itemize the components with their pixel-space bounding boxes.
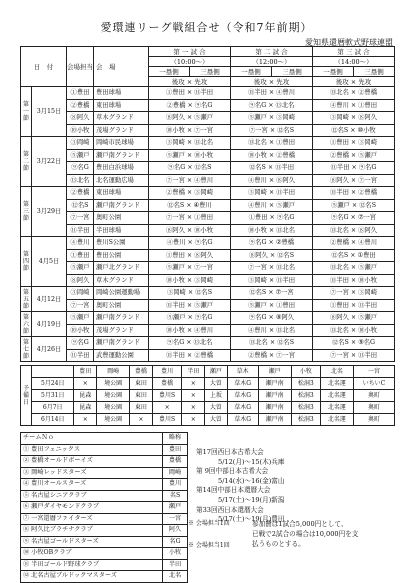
reserve-cell: 松洞3 <box>291 402 320 414</box>
reserve-cell: 大曽 <box>205 378 228 390</box>
reserve-cell: 瀬戸南 <box>258 402 291 414</box>
reserve-cell: 北名運 <box>320 402 353 414</box>
team-name: ⑩ 小牧OBクラブ <box>21 548 163 560</box>
reserve-cell: 大曽 <box>205 402 228 414</box>
venue-rep: ⑤瀬戸 <box>67 262 94 275</box>
game-pairing: ⑦一宮 × ④豊川 <box>149 174 231 187</box>
header-order: 後攻 × 先攻 <box>313 77 395 87</box>
venue-rep: ④豊川 <box>67 237 94 250</box>
game-pairing: ⑬北名 × ⑫名S <box>231 337 313 350</box>
fee-line: 已戦で2試合の場合は10,000円を支 <box>252 530 359 538</box>
game-pairing: ⑫名S × ⑩小牧 <box>313 124 395 137</box>
game-pairing: ⑬北名 × ⑩小牧 <box>313 324 395 337</box>
fee-note <box>252 519 358 549</box>
reserve-cell: 北名運 <box>320 378 353 390</box>
game-pairing: ④豊川 × ⑬北名 <box>231 324 313 337</box>
game-pairing: ⑨名G × ⑧阿久 <box>231 312 313 325</box>
team-abbr: 半田 <box>163 559 188 571</box>
week-label: 第三節 <box>21 187 32 237</box>
game-pairing: ⑦一宮 × ⑪半田 <box>313 349 395 362</box>
match-date: 3月22日 <box>32 137 67 187</box>
venue-rep: ②豊橋 <box>67 99 94 112</box>
reserve-cell: 東田 <box>130 390 153 402</box>
team-header: チームＮｏ <box>21 433 163 445</box>
game-pairing: ①豊田 × ⑨名G <box>231 212 313 225</box>
game-pairing: ③岡崎 × ⑫名S <box>149 287 231 300</box>
header-third-side: 三塁側 <box>354 67 395 77</box>
venue-name: 岡崎公園運動場 <box>94 287 149 300</box>
reserve-cell: 草木G <box>227 402 258 414</box>
venue-rep: ③岡崎 <box>67 137 94 150</box>
page-title: 愛環連リーグ戦組合せ（令和7年前期） <box>100 21 313 34</box>
game-pairing: ⑩小牧 × ⑦一宮 <box>149 124 231 137</box>
game-pairing: ⑪半田 × ④豊川 <box>231 87 313 100</box>
reserve-cell: 奥町 <box>353 402 394 414</box>
game-pairing: ④豊川 × ⑤瀬戸 <box>231 199 313 212</box>
reserve-cell: 奥町 <box>353 414 394 426</box>
header-order: 後攻 × 先攻 <box>231 77 313 87</box>
game-pairing: ⑩小牧 × ④豊川 <box>149 324 231 337</box>
game-pairing: ⑩小牧 × ⑬北名 <box>231 224 313 237</box>
reserve-cell: 上坂 <box>205 390 228 402</box>
header-first-side: 一塁側 <box>313 67 354 77</box>
reserve-cell: × <box>182 402 205 414</box>
header-time-1: （10:00～） <box>149 57 231 67</box>
match-date: 3月29日 <box>32 187 67 237</box>
team-abbr: 岡崎 <box>163 467 188 479</box>
header-first-side: 一塁側 <box>149 67 190 77</box>
reserve-header-cell: 瀬戸 <box>258 366 291 378</box>
reserve-header-cell: 豊橋 <box>130 366 153 378</box>
header-game-2: 第 二 試 合 <box>231 47 313 57</box>
header-time-3: （14:00～） <box>313 57 395 67</box>
game-pairing: ⑧阿久 × ⑦一宮 <box>313 174 395 187</box>
reserve-cell: 豊川S <box>152 414 182 426</box>
game-pairing: ⑫名S × ④豊川 <box>149 199 231 212</box>
venue-name: 東田球場 <box>94 187 149 200</box>
game-pairing: ⑦一宮 × ③岡崎 <box>313 287 395 300</box>
match-date: 3月15日 <box>32 87 67 137</box>
game-pairing: ⑤瀬戸 × ①豊田 <box>231 299 313 312</box>
header-third-side: 三塁側 <box>190 67 231 77</box>
venue-rep: ⑩小牧 <box>67 124 94 137</box>
game-pairing: ⑤瀬戸 × ⑩小牧 <box>149 149 231 162</box>
reserve-cell: 草木G <box>227 390 258 402</box>
tournament-date: 5/12(月)～15(木)兵庫 <box>218 457 285 466</box>
fee-line: 参加費は1試合5,000円として、 <box>252 520 348 528</box>
venue-name: 豊川S公園 <box>94 237 149 250</box>
game-pairing: ②豊橋 × ③岡崎 <box>149 187 231 200</box>
game-pairing: ⑫名S × ①豊田 <box>313 249 395 262</box>
venue-name: 瀬戸南グランド <box>94 199 149 212</box>
team-abbr: 豊川 <box>163 479 188 491</box>
game-pairing: ⑨名G × ⑬北名 <box>149 337 231 350</box>
game-pairing: ⑪半田 × ⑤瀬戸 <box>149 299 231 312</box>
game-pairing: ①豊田 × ⑧阿久 <box>149 249 231 262</box>
venue-name: 草木グランド <box>94 112 149 125</box>
team-abbr: 豊橋 <box>163 456 188 468</box>
reserve-cell: 境公園 <box>97 378 130 390</box>
team-name: ⑧ 阿久比ブラチナクラブ <box>21 525 163 537</box>
match-date: 4月5日 <box>32 237 67 287</box>
reserve-cell: 6月7日 <box>32 402 74 414</box>
reserve-cell: 北名運 <box>320 390 353 402</box>
venue-name: 豊田白浜球場 <box>94 162 149 175</box>
game-pairing: ⑤瀬戸 × ⑨名G <box>149 312 231 325</box>
team-abbr: 一宮 <box>163 513 188 525</box>
header-game-3: 第 三 試 合 <box>313 47 395 57</box>
reserve-header-cell: 半田 <box>182 366 205 378</box>
reserve-cell: 瀬戸南 <box>258 390 291 402</box>
abbr-header: 略称 <box>163 433 188 445</box>
team-abbr: 豊田 <box>163 444 188 456</box>
venue-name: 茂場グランド <box>94 124 149 137</box>
venue-rep: ⑧阿久 <box>67 112 94 125</box>
reserve-header-cell: 岡崎 <box>97 366 130 378</box>
tournament-name: 第 9回中部日本古希大会 <box>196 467 269 476</box>
reserve-cell: 豊川S <box>152 390 182 402</box>
reserve-cell: × <box>74 414 97 426</box>
venue-rep: ⑧阿久 <box>67 274 94 287</box>
game-pairing: ⑧阿久 × ⑫名S <box>231 249 313 262</box>
venue-name: 瀬戸南グランド <box>94 312 149 325</box>
header-time-2: （12:00～） <box>231 57 313 67</box>
team-name: ① 豊田フェニックス <box>21 444 163 456</box>
reserve-header-cell: 草木 <box>227 366 258 378</box>
venue-rep: ③岡崎 <box>67 287 94 300</box>
reserve-header-cell: 北名 <box>320 366 353 378</box>
venue-rep: ⑦一宮 <box>67 299 94 312</box>
team-abbr: 名S <box>163 490 188 502</box>
game-pairing: ⑧阿久 × ⑩小牧 <box>149 224 231 237</box>
team-name: ③ 岡崎レッドスターズ <box>21 467 163 479</box>
reserve-cell: × <box>152 402 182 414</box>
game-pairing: ⑧阿久 × ⑤瀬戸 <box>149 112 231 125</box>
game-pairing: ⑪半田 × ⑩小牧 <box>313 274 395 287</box>
reserve-cell: 境公園 <box>97 390 130 402</box>
game-pairing: ⑪半田 × ②豊橋 <box>149 349 231 362</box>
week-label: 第七節 <box>21 337 32 362</box>
venue-rep: ⑪半田 <box>67 224 94 237</box>
game-pairing: ⑤瀬戸 × ③岡崎 <box>231 112 313 125</box>
team-name: ⑨ 名古屋ゴールドスターズ <box>21 536 163 548</box>
venue-rep: ①豊田 <box>67 87 94 100</box>
tournament-name: 第33回西日本還暦大会 <box>196 505 264 514</box>
venue-name: 武豊運動公園 <box>94 349 149 362</box>
reserve-cell: 6月14日 <box>32 414 74 426</box>
reserve-cell: × <box>74 378 97 390</box>
game-pairing: ⑫名S × ⑦一宮 <box>231 287 313 300</box>
reserve-header-cell: 瀬戸 <box>205 366 228 378</box>
game-pairing: ⑤瀬戸 × ⑦一宮 <box>149 262 231 275</box>
game-pairing: ⑬北名 × ②豊橋 <box>313 87 395 100</box>
organization-name: 愛知県還暦軟式野球連盟 <box>305 38 393 47</box>
venue-rep: ⑩小牧 <box>67 324 94 337</box>
game-pairing: ⑨名G × ⑫名S <box>149 162 231 175</box>
reserve-cell: 東田 <box>130 402 153 414</box>
venue-name: 茂場グランド <box>94 324 149 337</box>
reserve-day-table <box>20 365 395 426</box>
reserve-cell: 境公園 <box>97 402 130 414</box>
game-pairing: ②豊橋 × ⑤瀬戸 <box>313 149 395 162</box>
tournament-name: 第17回西日本古希大会 <box>196 448 264 456</box>
note-1: ※ 会場担当1回 <box>188 520 230 527</box>
game-pairing: ⑨名G × ⑬北名 <box>231 99 313 112</box>
tournament-date: 5/14(水)～16(金)富山 <box>218 476 285 485</box>
game-pairing: ⑩小牧 × ②豊橋 <box>231 149 313 162</box>
venue-name: 奥町公園 <box>94 299 149 312</box>
venue-name: 瀬戸南グランド <box>94 149 149 162</box>
game-pairing: ②豊橋 × ⑦一宮 <box>231 349 313 362</box>
reserve-cell: 松洞3 <box>291 390 320 402</box>
reserve-cell: × <box>182 390 205 402</box>
tournament-list <box>196 448 284 525</box>
venue-name: 瀬戸南グランド <box>94 337 149 350</box>
tournament-date: 5/17(土)～19(月)新潟 <box>218 495 285 504</box>
header-rep: 会場担当 <box>67 47 94 87</box>
team-name: ④ 豊川オールスターズ <box>21 479 163 491</box>
game-pairing: ⑨名G × ⑦一宮 <box>313 212 395 225</box>
game-pairing: ⑫名S × ⑪半田 <box>231 162 313 175</box>
game-pairing: ⑦一宮 × ①豊田 <box>149 212 231 225</box>
game-pairing: ⑬北名 × ①豊田 <box>231 137 313 150</box>
venue-rep: ⑨名G <box>67 337 94 350</box>
team-name: ⑪ 半田ゴールド野球クラブ <box>21 559 163 571</box>
header-venue: 会 場 <box>94 47 149 87</box>
reserve-cell: 5月31日 <box>32 390 74 402</box>
reserve-cell: 瀬戸南 <box>258 414 291 426</box>
team-name: ⑥ 瀬戸ダイヤモンドクラブ <box>21 502 163 514</box>
game-pairing: ⑬北名 × ⑧阿久 <box>313 224 395 237</box>
reserve-cell: 昆森 <box>74 390 97 402</box>
game-pairing: ②豊橋 × ④豊川 <box>313 237 395 250</box>
reserve-header-cell: 一宮 <box>353 366 394 378</box>
team-name: ② 豊橋オールドボーイズ <box>21 456 163 468</box>
venue-rep: ⑨名G <box>67 162 94 175</box>
reserve-cell: × <box>130 414 153 426</box>
game-pairing: ④豊川 × ⑨名G <box>149 237 231 250</box>
reserve-cell: 5月24日 <box>32 378 74 390</box>
game-pairing: ①豊田 × ⑪半田 <box>149 87 231 100</box>
reserve-cell: 奥町 <box>353 390 394 402</box>
reserve-cell: × <box>182 414 205 426</box>
reserve-header-cell <box>32 366 74 378</box>
reserve-cell: 豊橋 <box>152 378 182 390</box>
fee-line: 払うものとする。 <box>252 540 305 548</box>
reserve-cell: いちいC <box>353 378 394 390</box>
venue-name: 奥町公園 <box>94 212 149 225</box>
week-label: 第六節 <box>21 312 32 337</box>
game-pairing: ④豊川 × ⑧阿久 <box>231 174 313 187</box>
venue-name: 草木グランド <box>94 274 149 287</box>
game-pairing: ⑩小牧 × ③岡崎 <box>149 274 231 287</box>
game-pairing: ⑨名G × ②豊橋 <box>231 237 313 250</box>
week-label: 第一節 <box>21 87 32 137</box>
week-label: 第五節 <box>21 287 32 312</box>
reserve-label: 予備日 <box>21 366 32 426</box>
reserve-cell: 昆森 <box>74 402 97 414</box>
reserve-cell: 境公園 <box>97 414 130 426</box>
header-third-side: 三塁側 <box>272 67 313 77</box>
venue-name: 東田球場 <box>94 99 149 112</box>
game-pairing: ②豊橋 × ⑨名G <box>149 99 231 112</box>
game-pairing: ③岡崎 × ⑧阿久 <box>313 112 395 125</box>
venue-name: 岡崎市民球場 <box>94 137 149 150</box>
game-pairing: ⑦一宮 × ⑫名S <box>231 124 313 137</box>
game-pairing: ⑪半田 × ⑨名G <box>313 162 395 175</box>
note-2: ※ 会場担当1回 <box>188 542 230 549</box>
game-pairing: ⑤瀬戸 × ⑫名S <box>313 199 395 212</box>
team-abbr: 名G <box>163 536 188 548</box>
game-pairing: ①豊田 × ⑪半田 <box>313 299 395 312</box>
venue-name: 豊田球場 <box>94 87 149 100</box>
team-list-table <box>20 432 188 583</box>
reserve-header-cell: 豊川 <box>152 366 182 378</box>
game-pairing: ⑬北名 × ⑤瀬戸 <box>313 262 395 275</box>
schedule-table <box>20 46 395 362</box>
tournament-name: 第14回中部日本還暦大会 <box>196 486 271 495</box>
week-label: 第四節 <box>21 237 32 287</box>
venue-rep: ①豊田 <box>67 249 94 262</box>
reserve-cell: × <box>182 378 205 390</box>
venue-rep: ⑫名S <box>67 199 94 212</box>
venue-name: 半田球場 <box>94 224 149 237</box>
game-pairing: ③岡崎 × ⑬北名 <box>149 137 231 150</box>
game-pairing: ⑧阿久 × ⑤瀬戸 <box>313 312 395 325</box>
team-name: ⑦ 一宮還暦ファイターズ <box>21 513 163 525</box>
venue-name: 豊田公園 <box>94 249 149 262</box>
week-label: 第二節 <box>21 137 32 187</box>
match-date: 4月12日 <box>32 287 67 312</box>
match-date: 4月19日 <box>32 312 67 337</box>
game-pairing: ④豊川 × ①豊田 <box>313 99 395 112</box>
reserve-cell: 大曽 <box>205 414 228 426</box>
game-pairing: ③岡崎 × ⑪半田 <box>231 187 313 200</box>
team-name: ⑫ 北名古屋ブルドックマスターズ <box>21 571 163 583</box>
header-game-1: 第 一 試 合 <box>149 47 231 57</box>
team-abbr: 阿久 <box>163 525 188 537</box>
venue-rep: ⑤瀬戸 <box>67 312 94 325</box>
venue-rep: ⑪半田 <box>67 349 94 362</box>
reserve-header-cell: 豊田 <box>74 366 97 378</box>
header-date: 日 付 <box>21 47 67 87</box>
game-pairing: ⑦一宮 × ⑬北名 <box>231 262 313 275</box>
venue-rep: ⑬北名 <box>67 174 94 187</box>
team-abbr: 瀬戸 <box>163 502 188 514</box>
team-abbr: 北名 <box>163 571 188 583</box>
game-pairing: ⑫名S × ⑨名G <box>313 337 395 350</box>
game-pairing: ⑪半田 × ②豊橋 <box>313 187 395 200</box>
team-abbr: 小牧 <box>163 548 188 560</box>
venue-name: 瀬戸北グランド <box>94 262 149 275</box>
match-date: 4月26日 <box>32 337 67 362</box>
reserve-cell: 北名運 <box>320 414 353 426</box>
reserve-cell: 瀬戸南 <box>258 378 291 390</box>
venue-rep: ⑤瀬戸 <box>67 149 94 162</box>
team-name: ⑤ 名古屋シニアクラブ <box>21 490 163 502</box>
reserve-cell: 草木G <box>227 414 258 426</box>
tournament-date: 5/17(土)～19(月)豊田 <box>218 515 285 524</box>
reserve-header-cell: 小牧 <box>291 366 320 378</box>
reserve-cell: 草木G <box>227 378 258 390</box>
header-order: 後攻 × 先攻 <box>149 77 231 87</box>
reserve-cell: 松洞3 <box>291 414 320 426</box>
reserve-cell: 松洞3 <box>291 378 320 390</box>
venue-rep: ⑦一宮 <box>67 212 94 225</box>
game-pairing: ①豊田 × ③岡崎 <box>313 137 395 150</box>
game-pairing: ③岡崎 × ⑪半田 <box>231 274 313 287</box>
header-first-side: 一塁側 <box>231 67 272 77</box>
reserve-cell: 東田 <box>130 378 153 390</box>
venue-name: 北名運動広場 <box>94 174 149 187</box>
venue-rep: ②豊橋 <box>67 187 94 200</box>
